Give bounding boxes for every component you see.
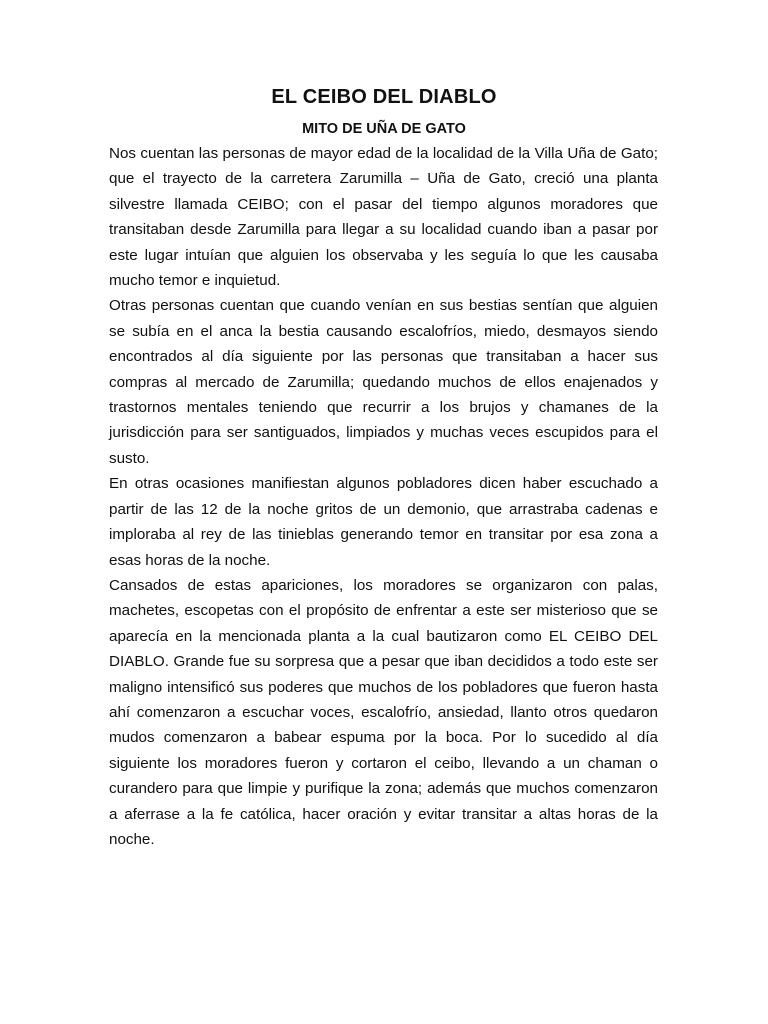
- document-body: [109, 141, 658, 852]
- paragraph-2: Otras personas cuentan que cuando venían en sus bestias sentían que alguien se subía en el anca la bestia causando escalofríos, miedo, desmayos siendo encontrados al día siguiente por las personas que transitaban a hacer sus compras al mercado de Zarumilla; quedando muchos de ellos enajenados y trastornos mentales teniendo que recurrir a los brujos y chamanes de la jurisdicción para ser santiguados, limpiados y muchas veces escupidos para el susto.: [109, 297, 658, 467]
- document-subtitle: MITO DE UÑA DE GATO: [302, 121, 466, 137]
- paragraph-4: Cansados de estas apariciones, los moradores se organizaron con palas, machetes, escopetas con el propósito de enfrentar a este ser misterioso que se aparecía en la mencionada planta a la cual bautizaron como EL CEIBO DEL DIABLO. Grande fue su sorpresa que a pesar que iban decididos a todo este ser maligno intensificó sus poderes que muchos de los pobladores que fueron hasta ahí comenzaron a escuchar voces, escalofrío, ansiedad, llanto otros quedaron mudos comenzaron a babear espuma por la boca. Por lo sucedido al día siguiente los moradores fueron y cortaron el ceibo, llevando a un chaman o curandero para que limpie y purifique la zona; además que muchos comenzaron a aferrase a la fe católica, hacer oración y evitar transitar a altas horas de la noche.: [109, 576, 658, 848]
- paragraph-3: En otras ocasiones manifiestan algunos pobladores dicen haber escuchado a partir de las 12 de la noche gritos de un demonio, que arrastraba cadenas e imploraba al rey de las tinieblas generando temor en transitar por esa zona a esas horas de la noche.: [109, 475, 658, 569]
- paragraph-1: Nos cuentan las personas de mayor edad de la localidad de la Villa Uña de Gato; que el trayecto de la carretera Zarumilla – Uña de Gato, creció una planta silvestre llamada CEIBO; con el pasar del tiempo algunos moradores que transitaban desde Zarumilla para llegar a su localidad cuando iban a pasar por este lugar intuían que alguien los observaba y les seguía lo que les causaba mucho temor e inquietud.: [109, 145, 658, 290]
- document-title: EL CEIBO DEL DIABLO: [271, 86, 497, 108]
